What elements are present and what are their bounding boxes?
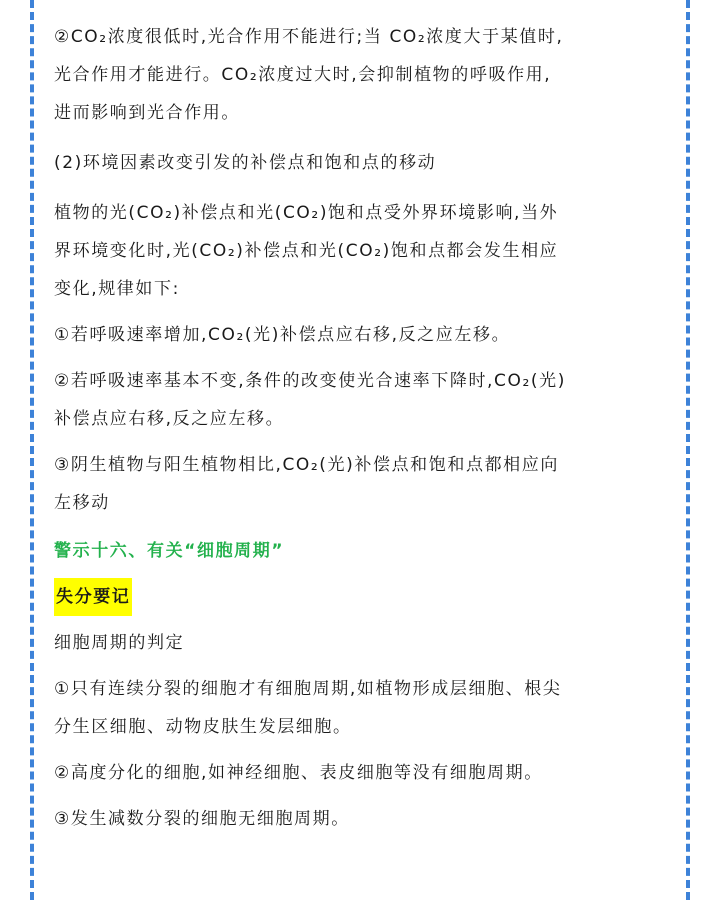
paragraph-rule-2 [54, 362, 674, 438]
text-line: 植物的光(CO₂)补偿点和光(CO₂)饱和点受外界环境影响,当外 [54, 203, 559, 223]
text-line: ③阴生植物与阳生植物相比,CO₂(光)补偿点和饱和点都相应向 [54, 455, 559, 475]
dashed-border-left [30, 0, 34, 900]
text-line: 界环境变化时,光(CO₂)补偿点和光(CO₂)饱和点都会发生相应 [54, 241, 559, 261]
warning-heading: 警示十六、有关“细胞周期” [54, 541, 285, 561]
paragraph-rule-3 [54, 446, 674, 522]
text-line: ②CO₂浓度很低时,光合作用不能进行;当 CO₂浓度大于某值时, [54, 27, 564, 47]
paragraph-compensation-saturation [54, 194, 674, 308]
document-content [54, 18, 674, 838]
paragraph-cell-cycle-1 [54, 670, 674, 746]
text-line: 补偿点应右移,反之应左移。 [54, 409, 285, 429]
paragraph-cell-cycle-2 [54, 754, 674, 792]
text-line: 左移动 [54, 493, 110, 513]
text-line: ②高度分化的细胞,如神经细胞、表皮细胞等没有细胞周期。 [54, 763, 543, 783]
text-line: 变化,规律如下: [54, 279, 180, 299]
highlight-label: 失分要记 [54, 578, 132, 616]
text-line: ①若呼吸速率增加,CO₂(光)补偿点应右移,反之应左移。 [54, 325, 511, 345]
paragraph-cell-cycle-judgement [54, 624, 674, 662]
text-line: ①只有连续分裂的细胞才有细胞周期,如植物形成层细胞、根尖 [54, 679, 562, 699]
paragraph-section-2-title [54, 144, 674, 182]
paragraph-co2-concentration [54, 18, 674, 132]
paragraph-cell-cycle-3 [54, 800, 674, 838]
text-line: 细胞周期的判定 [54, 633, 185, 653]
text-line: 分生区细胞、动物皮肤生发层细胞。 [54, 717, 352, 737]
text-line: 进而影响到光合作用。 [54, 103, 240, 123]
dashed-border-right [686, 0, 690, 900]
text-line: 光合作用才能进行。CO₂浓度过大时,会抑制植物的呼吸作用, [54, 65, 552, 85]
text-line: ③发生减数分裂的细胞无细胞周期。 [54, 809, 350, 829]
paragraph-rule-1 [54, 316, 674, 354]
text-line: (2)环境因素改变引发的补偿点和饱和点的移动 [54, 153, 437, 173]
text-line: ②若呼吸速率基本不变,条件的改变使光合速率下降时,CO₂(光) [54, 371, 566, 391]
